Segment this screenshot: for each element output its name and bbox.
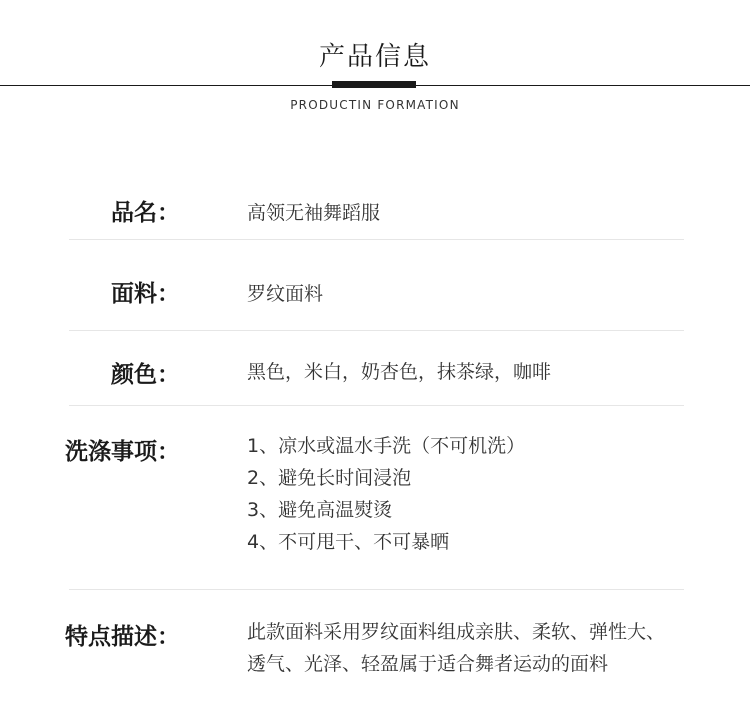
washing-instruction-item: 1、凉水或温水手洗（不可机洗） <box>247 435 526 457</box>
color-label: 颜色： <box>111 362 180 388</box>
color-value: 黑色，米白，奶杏色，抹茶绿，咖啡 <box>247 361 552 383</box>
washing-instruction-item: 4、不可甩干、不可暴晒 <box>247 531 450 553</box>
features-line: 此款面料采用罗纹面料组成亲肤、柔软、弹性大、 <box>247 621 666 643</box>
product-name-label: 品名： <box>111 200 180 226</box>
row-divider <box>69 239 684 240</box>
page-title: 产品信息 <box>318 42 431 72</box>
page-subtitle: PRODUCTIN FORMATION <box>290 98 460 112</box>
fabric-value: 罗纹面料 <box>247 283 324 305</box>
row-divider <box>69 589 684 590</box>
features-line: 透气、光泽、轻盈属于适合舞者运动的面料 <box>247 653 609 675</box>
washing-instruction-item: 3、避免高温熨烫 <box>247 499 393 521</box>
washing-instructions-list <box>247 430 525 558</box>
features-description <box>247 616 665 680</box>
row-divider <box>69 405 684 406</box>
features-label: 特点描述： <box>65 624 180 650</box>
product-name-value: 高领无袖舞蹈服 <box>247 202 381 224</box>
fabric-label: 面料： <box>111 281 180 307</box>
washing-label: 洗涤事项： <box>65 439 180 465</box>
row-divider <box>69 330 684 331</box>
washing-instruction-item: 2、避免长时间浸泡 <box>247 467 412 489</box>
header-accent-bar <box>332 81 416 88</box>
